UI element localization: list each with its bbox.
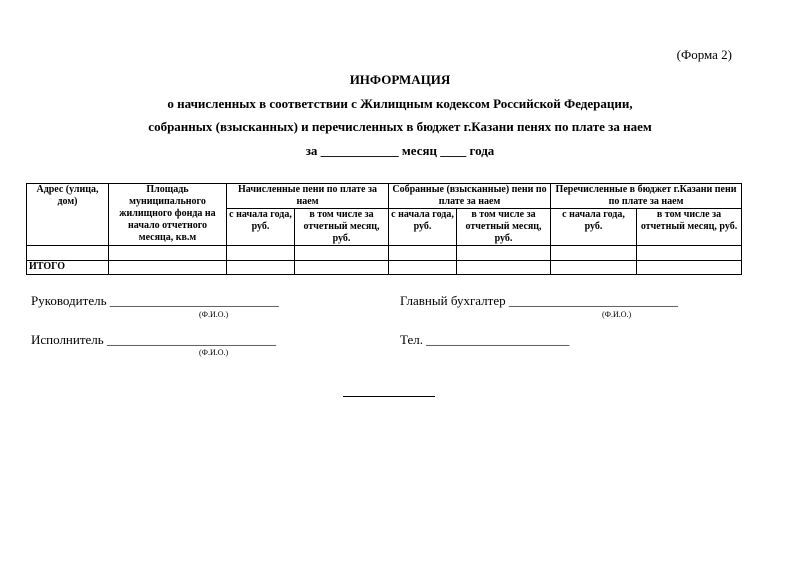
table-cell	[227, 246, 295, 261]
table-cell	[389, 246, 457, 261]
table-cell	[637, 261, 742, 275]
chief-accountant-signature-line: Главный бухгалтер __________________________	[400, 293, 678, 308]
document-subtitle-line-2: собранных (взысканных) и перечисленных в бюджет г.Казани пенях по плате за наем	[148, 119, 652, 134]
total-label: ИТОГО	[27, 261, 109, 275]
table-cell	[109, 246, 227, 261]
table-cell	[27, 246, 109, 261]
table-cell	[389, 261, 457, 275]
table-cell	[109, 261, 227, 275]
table-cell	[457, 261, 551, 275]
table-header-row	[27, 184, 742, 209]
table-cell	[637, 246, 742, 261]
chief-accountant-fio-caption: (Ф.И.О.)	[602, 310, 632, 319]
form-number-label: (Форма 2)	[676, 47, 732, 62]
header-collected: Собранные (взысканные) пени по плате за наем	[389, 184, 551, 209]
document-subtitle-line-1: о начисленных в соответствии с Жилищным кодексом Российской Федерации,	[167, 96, 633, 111]
header-transferred: Перечисленные в бюджет г.Казани пени по плате за наем	[551, 184, 742, 209]
head-signature-line: Руководитель __________________________	[31, 293, 279, 308]
document-title: ИНФОРМАЦИЯ	[349, 72, 451, 87]
table-cell	[551, 246, 637, 261]
phone-line: Тел. ______________________	[400, 332, 570, 347]
table-cell	[457, 246, 551, 261]
executor-fio-caption: (Ф.И.О.)	[199, 348, 229, 357]
executor-signature-line: Исполнитель __________________________	[31, 332, 276, 347]
subheader-collected-ytd: с начала года, руб.	[389, 209, 457, 246]
report-period-line: за ____________ месяц ____ года	[305, 143, 495, 158]
table-total-row	[27, 261, 742, 275]
table-cell	[295, 246, 389, 261]
header-area: Площадь муниципального жилищного фонда на начало отчетного месяца, кв.м	[109, 184, 227, 246]
head-fio-caption: (Ф.И.О.)	[199, 310, 229, 319]
subheader-accrued-ytd: с начала года, руб.	[227, 209, 295, 246]
table-row	[27, 246, 742, 261]
subheader-collected-month: в том числе за отчетный месяц, руб.	[457, 209, 551, 246]
subheader-accrued-month: в том числе за отчетный месяц, руб.	[295, 209, 389, 246]
footer-divider	[343, 396, 435, 397]
table-cell	[295, 261, 389, 275]
table-cell	[227, 261, 295, 275]
subheader-transferred-month: в том числе за отчетный месяц, руб.	[637, 209, 742, 246]
penalty-report-table	[26, 183, 742, 275]
subheader-transferred-ytd: с начала года, руб.	[551, 209, 637, 246]
header-accrued: Начисленные пени по плате за наем	[227, 184, 389, 209]
table-cell	[551, 261, 637, 275]
header-address: Адрес (улица, дом)	[27, 184, 109, 246]
